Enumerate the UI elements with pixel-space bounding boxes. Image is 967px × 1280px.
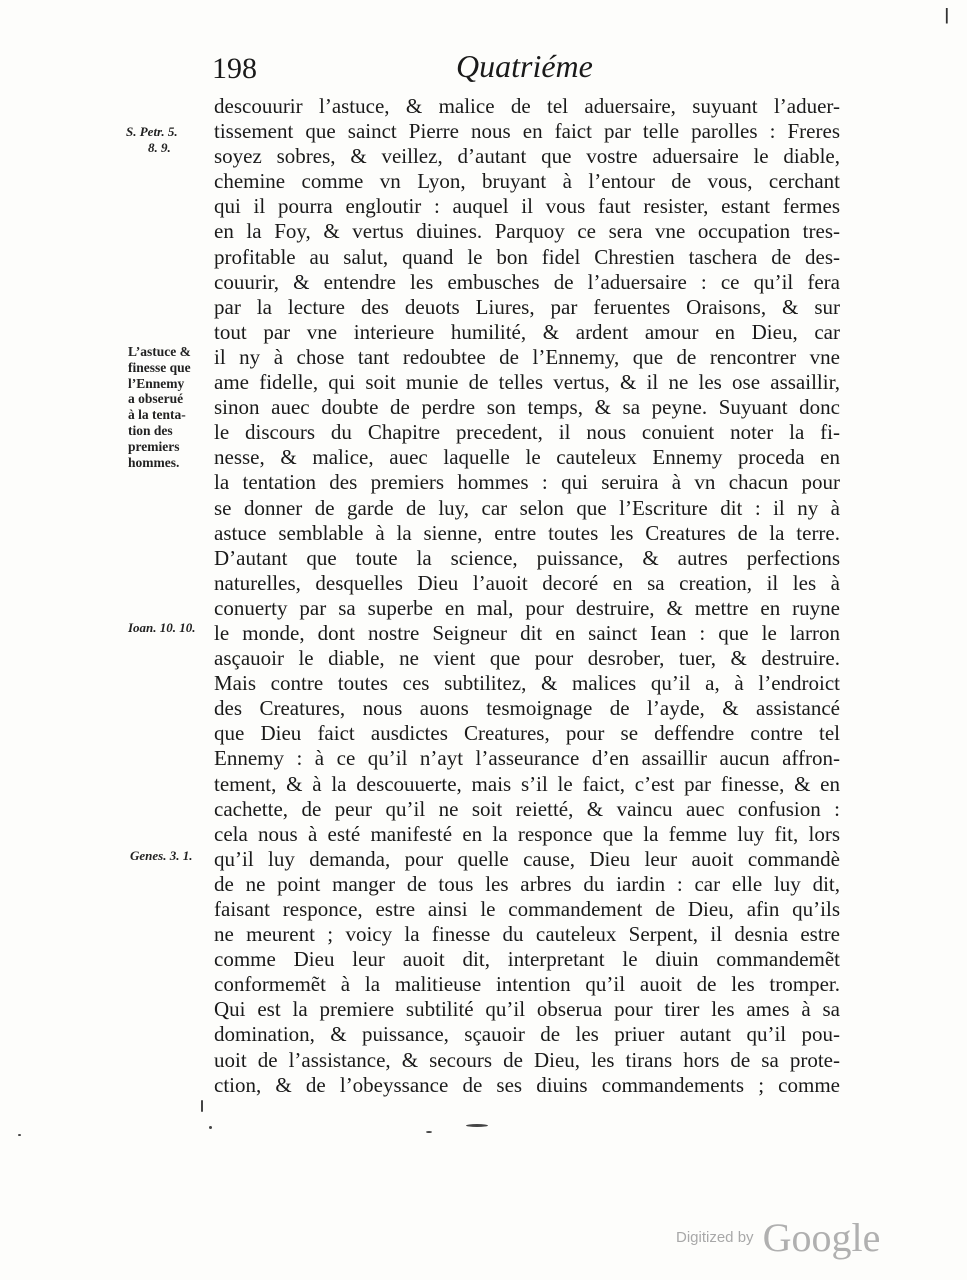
text-line: tissement que sainct Pierre nous en faict par telle parolles : Freres: [214, 119, 840, 144]
text-line: chemine comme vn Lyon, bruyant à l’entour de vous, cerchant: [214, 169, 840, 194]
margin-note-line: finesse que: [128, 359, 191, 375]
text-line: conuerty par sa superbe en mal, pour destruire, & mettre en ruyne: [214, 595, 840, 620]
text-line: couurir, & entendre les embusches de l’aduersaire : ce qu’il fera: [214, 269, 840, 294]
margin-note-line: premiers: [128, 438, 180, 454]
text-line: le monde, dont nostre Seigneur dit en sainct Iean : que le larron: [214, 620, 840, 645]
corner-ink-mark: ꞁ: [944, 0, 950, 24]
text-line: ction, & de l’obeyssance de ses diuins commandements ; comme: [214, 1072, 840, 1097]
text-line: il ny à chose tant redoubtee de l’Ennemy, que de rencontrer vne: [214, 344, 840, 369]
text-line: se donner de garde de luy, car selon que l’Escriture dit : il ny à: [214, 495, 840, 520]
text-line: soyez sobres, & veillez, d’autant que vostre aduersaire le diable,: [214, 144, 840, 169]
text-line: qu’il luy demanda, pour quelle cause, Dieu leur auoit commandè: [214, 846, 840, 871]
text-line: tement, & à la descouuerte, mais s’il le faict, c’est par finesse, & en: [214, 771, 840, 796]
text-line: sinon auec doubte de perdre son temps, & sa peyne. Suyuant donc: [214, 395, 840, 420]
text-line: naturelles, desquelles Dieu l’auoit decoré en sa creation, il les à: [214, 570, 840, 595]
digitized-watermark: [676, 1214, 880, 1264]
text-line: uoit de l’assistance, & secours de Dieu, les tirans hors de sa prote-: [214, 1047, 840, 1072]
watermark-prefix: Digitized by: [676, 1229, 754, 1246]
google-logo: Google: [762, 1215, 881, 1260]
scan-speck: [18, 1134, 21, 1136]
margin-note-line: à la tenta-: [128, 407, 186, 423]
text-line: astuce semblable à la sienne, entre toutes les Creatures de la terre.: [214, 520, 840, 545]
margin-note-line: S. Petr. 5.: [126, 124, 178, 139]
margin-note-line: Ioan. 10. 10.: [128, 620, 196, 635]
margin-note-line: 8. 9.: [148, 139, 171, 155]
margin-note-summary: [128, 344, 210, 470]
margin-note-scripture-ref-genesis: [130, 848, 210, 864]
text-line: asçauoir le diable, ne vient que pour desrober, tuer, & destruire.: [214, 646, 840, 671]
text-line: faisant responce, estre ainsi le commandement de Dieu, afin qu’ils: [214, 897, 840, 921]
margin-note-line: tion des: [128, 422, 173, 438]
text-line: ne meurent ; voicy la finesse du cauteleux Serpent, il desnia estre: [214, 922, 840, 947]
text-line: cela nous à esté manifesté en la responce que la femme luy fit, lors: [214, 821, 840, 846]
text-line: Mais contre toutes ces subtilitez, & malices qu’il a, à l’endroict: [214, 671, 840, 696]
text-line: domination, & puissance, sçauoir de les priuer autant qu’il pou-: [214, 1022, 840, 1047]
text-line: le discours du Chapitre precedent, il nous conuient noter la fi-: [214, 420, 840, 445]
text-line: comme Dieu leur auoit dit, interpretant le diuin commandemẽt: [214, 947, 840, 972]
text-line: que Dieu faict ausdictes Creatures, pour se deffendre contre tel: [214, 721, 840, 746]
body-text: [214, 94, 840, 1098]
text-line: conformemẽt à la malitieuse intention qu’il auoit de les tromper.: [214, 972, 840, 997]
text-line: de ne point manger de tous les arbres du iardin : car elle luy dit,: [214, 871, 840, 896]
margin-note-line: L’astuce &: [128, 344, 191, 359]
text-line: profitable au salut, quand le bon fidel Chrestien taschera de des-: [214, 244, 840, 269]
running-head: Quatriéme: [456, 48, 593, 84]
text-line: Qui est la premiere subtilité qu’il obserua pour tirer les ames à sa: [214, 997, 840, 1022]
text-line: descouurir l’astuce, & malice de tel aduersaire, suyuant l’aduer-: [214, 94, 840, 118]
text-line: des Creatures, nous auons tesmoignage de l’ayde, & assistancé: [214, 696, 840, 721]
text-line: D’autant que toute la science, puissance, & autres perfections: [214, 545, 840, 570]
page-number: 198: [212, 52, 257, 85]
margin-note-line: Genes. 3. 1.: [130, 848, 193, 863]
text-line: cachette, de peur qu’il ne soit reietté, & vaincu auec confusion :: [214, 796, 840, 821]
margin-note-line: a obserué: [128, 391, 184, 407]
scan-speck: [466, 1124, 488, 1127]
text-line: Ennemy : à ce qu’il n’ayt l’asseurance d’en assaillir aucun affron-: [214, 746, 840, 771]
text-line: la tentation des premiers hommes : qui seruira à vn chacun pour: [214, 470, 840, 495]
text-line: ame fidelle, qui soit munie de telles vertus, & il ne les ose assaillir,: [214, 370, 840, 395]
margin-note-scripture-ref-peter: [126, 124, 206, 155]
margin-note-line: hommes.: [128, 454, 180, 470]
text-line: tout par vne interieure humilité, & ardent amour en Dieu, car: [214, 319, 840, 344]
text-line: nesse, & malice, auec laquelle le cauteleux Ennemy proceda en: [214, 445, 840, 470]
margin-note-scripture-ref-john: [128, 620, 210, 636]
scan-speck: [201, 1100, 203, 1112]
margin-note-line: l’Ennemy: [128, 375, 185, 391]
scan-speck: [426, 1131, 432, 1133]
text-line: qui il pourra engloutir : auquel il vous faut resister, estant fermes: [214, 194, 840, 219]
scan-speck: [209, 1126, 212, 1129]
text-line: en la Foy, & vertus diuines. Parquoy ce sera vne occupation tres-: [214, 219, 840, 244]
text-line: par la lecture des deuots Liures, par feruentes Oraisons, & sur: [214, 294, 840, 319]
